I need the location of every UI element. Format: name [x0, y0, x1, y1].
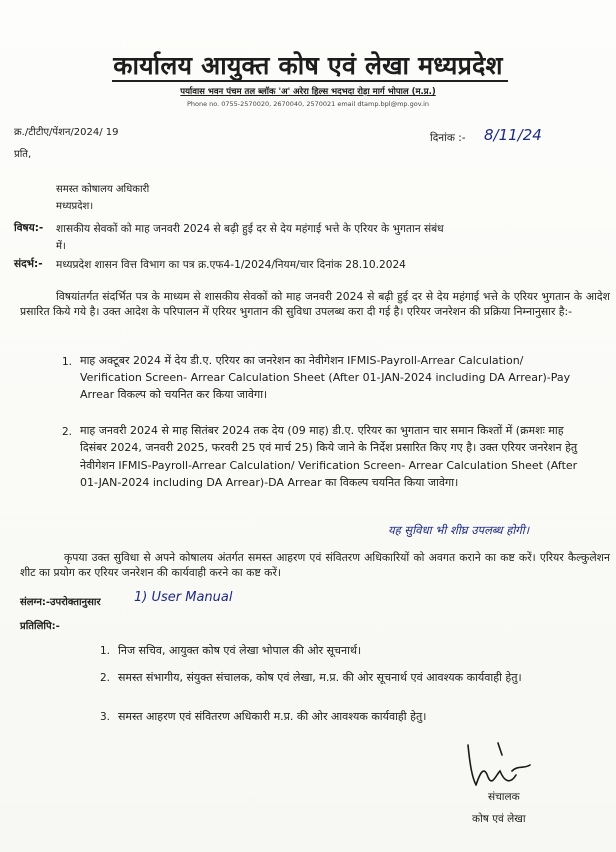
body-paragraph-1: विषयांतर्गत संदर्भित पत्र के माध्यम से शासकीय सेवकों को माह जनवरी 2024 से बढ़ी हुई दर से देय महंगाई भत्ते के एरियर भुगतान के आदेश प्रसारित किये गये है। उक्त आदेश के परिपालन में एरियर भुगतान की सुविधा उपलब्ध करा दी गई है। एरियर जनरेशन की प्रक्रिया निम्नानुसार है:-	[20, 290, 610, 318]
handwritten-note: यह सुविधा भी शीघ्र उपलब्ध होगी।	[388, 523, 530, 537]
subject-line1: शासकीय सेवकों को माह जनवरी 2024 से बढ़ी हुई दर से देय महंगाई भत्ते के एरियर के भुगतान संबंध	[56, 223, 444, 235]
title-underline	[112, 80, 508, 82]
item-number: 1.	[62, 356, 73, 368]
subject-label: विषय:-	[14, 222, 44, 234]
letterhead-phone: Phone no. 0755-2570020, 2670040, 2570021 email dtamp.bpl@mp.gov.in	[186, 100, 430, 108]
recipient-line1: समस्त कोषालय अधिकारी	[56, 184, 150, 195]
copy-item-number: 1.	[100, 645, 111, 657]
copy-label: प्रतिलिपि:-	[20, 621, 60, 632]
enclosure-label: संलग्न:-उपरोक्तानुसार	[20, 597, 101, 608]
date-value: 8/11/24	[484, 126, 542, 144]
reference-label: संदर्भ:-	[14, 258, 43, 270]
reference-number: क्र./टीटीए/पेंशन/2024/ 19	[14, 127, 119, 138]
copy-item: समस्त संभागीय, संयुक्त संचालक, कोष एवं लेखा, म.प्र. की ओर सूचनार्थ एवं आवश्यक कार्यवाही हेतु।	[118, 671, 522, 684]
letterhead-address: पर्यावास भवन पंचम तल ब्लॉक 'अ' अरेरा हिल्स भदभदा रोड़ा मार्ग भोपाल (म.प्र.)	[180, 87, 436, 97]
copy-item: निज सचिव, आयुक्त कोष एवं लेखा भोपाल की ओर सूचनार्थ।	[118, 644, 362, 657]
date-label: दिनांक :-	[430, 132, 466, 144]
list-item: माह जनवरी 2024 से माह सितंबर 2024 तक देय (09 माह) डी.ए. एरियर का भुगतान चार समान किश्तों में (क्रमशः माह दिसंबर 2024, जनवरी 2025, फरवरी 25 एवं मार्च 25) किये जाने के निर्देश प्रसारित किए गए है। उक्त एरियर जनरेशन हेतु नेवीगेशन IFMIS-Payroll-Arrear Calculation/ Verification Screen- Arrear Calculation Sheet (After 01-JAN-2024 including DA Arrear)-DA Arrear का विकल्प चयनित किया जावेगा।	[80, 424, 578, 489]
enclosure-handwritten: 1) User Manual	[134, 590, 233, 605]
letterhead-title: कार्यालय आयुक्त कोष एवं लेखा मध्यप्रदेश	[113, 51, 503, 80]
body-paragraph-2: कृपया उक्त सुविधा से अपने कोषालय अंतर्गत समस्त आहरण एवं संवितरण अधिकारियों को अवगत कराने का कष्ट करें। एरियर कैल्कुलेशन शीट का प्रयोग कर एरियर जनरेशन की कार्यवाही करने का कष्ट करें।	[20, 551, 610, 579]
reference-text: मध्यप्रदेश शासन वित्त विभाग का पत्र क्र.एफ4-1/2024/नियम/चार दिनांक 28.10.2024	[56, 259, 406, 271]
subject-line2: में।	[56, 241, 66, 252]
recipient-line2: मध्यप्रदेश।	[56, 201, 94, 212]
copy-item: समस्त आहरण एवं संवितरण अधिकारी म.प्र. की ओर आवश्यक कार्यवाही हेतु।	[118, 710, 427, 723]
signature-department: कोष एवं लेखा	[472, 813, 526, 825]
signature-scribble	[458, 735, 548, 795]
signature-designation: संचालक	[488, 791, 520, 803]
prati-label: प्रति,	[14, 149, 32, 160]
list-item: माह अक्टूबर 2024 में देय डी.ए. एरियर का जनरेशन का नेवीगेशन IFMIS-Payroll-Arrear Calculation/ Verification Screen- Arrear Calculation Sheet (After 01-JAN-2024 including DA Arrear)-Pay Arrear विकल्प को चयनित कर किया जावेगा।	[80, 354, 571, 401]
item-number: 2.	[62, 426, 73, 438]
copy-item-number: 2.	[100, 672, 111, 684]
copy-item-number: 3.	[100, 711, 111, 723]
